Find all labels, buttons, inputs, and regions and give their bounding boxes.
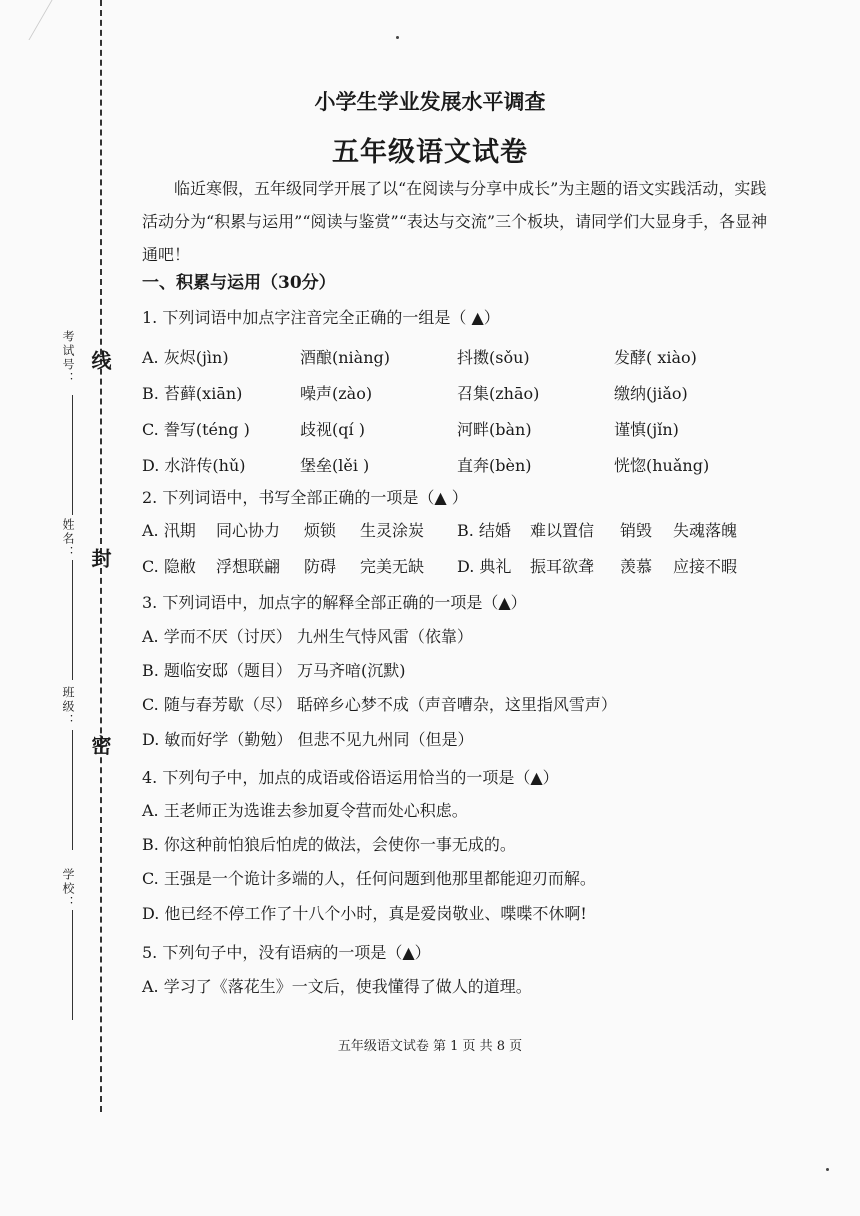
- q1-option-cell: A. 灰烬(jìn): [142, 348, 229, 367]
- q4-option: D. 他已经不停工作了十八个小时，真是爱岗敬业、喋喋不休啊!: [142, 904, 587, 923]
- q3-option: C. 随与春芳歇（尽） 聒碎乡心梦不成（声音嘈杂，这里指风雪声）: [142, 695, 617, 714]
- q2-word: 烦锁: [304, 521, 337, 540]
- q1-option-cell: 酒酿(niàng): [300, 348, 390, 367]
- q3-option: D. 敏而好学（勤勉） 但悲不见九州同（但是）: [142, 730, 474, 749]
- q1-option-cell: C. 誊写(téng ): [142, 420, 250, 439]
- q5-option: A. 学习了《落花生》一文后，使我懂得了做人的道理。: [142, 977, 532, 996]
- q2-word: A. 汛期: [142, 521, 196, 540]
- scan-corner-fold: [0, 0, 53, 40]
- scan-speck: [826, 1168, 829, 1171]
- q2-word: 振耳欲聋: [530, 557, 595, 576]
- q1-option-cell: 歧视(qí ): [300, 420, 365, 439]
- survey-title: 小学生学业发展水平调查: [314, 89, 546, 114]
- name-field: [72, 560, 73, 680]
- class-field: [72, 730, 73, 850]
- binding-mark-xian: 线: [88, 350, 112, 370]
- q2-word: C. 隐敝: [142, 557, 196, 576]
- question-5-stem: 5. 下列句子中，没有语病的一项是（▲）: [142, 943, 431, 962]
- q4-option: A. 王老师正为选谁去参加夏令营而处心积虑。: [142, 801, 468, 820]
- q2-word: 防碍: [304, 557, 337, 576]
- q1-option-cell: 抖擞(sǒu): [457, 348, 530, 367]
- q2-word: B. 结婚: [457, 521, 511, 540]
- q2-word: 完美无缺: [360, 557, 425, 576]
- intro-paragraph: 临近寒假，五年级同学开展了以“在阅读与分享中成长”为主题的语文实践活动，实践活动分为“积累与运用”“阅读与鉴赏”“表达与交流”三个板块，请同学们大显身手，各显神通吧！: [142, 179, 768, 264]
- q2-word: D. 典礼: [457, 557, 512, 576]
- binding-mark-mi: 密: [88, 735, 112, 755]
- q1-option-cell: 谨慎(jǐn): [614, 420, 679, 439]
- question-2-stem: 2. 下列词语中，书写全部正确的一项是（▲ ）: [142, 488, 468, 507]
- binding-mark-feng: 封: [88, 548, 112, 568]
- q2-word: 生灵涂炭: [360, 521, 425, 540]
- school-label: 学校：: [61, 868, 75, 910]
- q3-option: A. 学而不厌（讨厌） 九州生气恃风雷（依靠）: [142, 627, 473, 646]
- q2-word: 失魂落魄: [673, 521, 738, 540]
- q1-option-cell: 直奔(bèn): [457, 456, 532, 475]
- page-footer: 五年级语文试卷 第 1 页 共 8 页: [337, 1039, 523, 1054]
- q2-word: 羡慕: [620, 557, 653, 576]
- q1-option-cell: 恍惚(huǎng): [614, 456, 710, 475]
- q1-option-cell: 发酵( xiào): [614, 348, 697, 367]
- q2-word: 难以置信: [530, 521, 595, 540]
- q2-word: 应接不暇: [673, 557, 738, 576]
- q2-word: 浮想联翩: [216, 557, 281, 576]
- q4-option: B. 你这种前怕狼后怕虎的做法，会使你一事无成的。: [142, 835, 516, 854]
- q1-option-cell: 河畔(bàn): [457, 420, 532, 439]
- name-label: 姓名：: [61, 518, 75, 560]
- exam-number-field: [72, 395, 73, 515]
- exam-number-label: 考试号：: [61, 330, 75, 386]
- q2-word: 同心协力: [216, 521, 281, 540]
- q1-option-cell: 堡垒(lěi ): [300, 456, 370, 475]
- school-field: [72, 910, 73, 1020]
- question-3-stem: 3. 下列词语中，加点字的解释全部正确的一项是（▲）: [142, 593, 527, 612]
- q3-option: B. 题临安邸（题目） 万马齐喑(沉默): [142, 661, 406, 680]
- q1-option-cell: 噪声(zào): [300, 384, 373, 403]
- q4-option: C. 王强是一个诡计多端的人，任何问题到他那里都能迎刃而解。: [142, 869, 596, 888]
- question-4-stem: 4. 下列句子中，加点的成语或俗语运用恰当的一项是（▲）: [142, 768, 559, 787]
- q1-option-cell: B. 苔藓(xiān): [142, 384, 243, 403]
- exam-title: 五年级语文试卷: [332, 137, 528, 168]
- section-heading: 一、积累与运用（30分）: [142, 273, 336, 293]
- q1-option-cell: 召集(zhāo): [457, 384, 540, 403]
- q2-word: 销毁: [620, 521, 653, 540]
- question-1-stem: 1. 下列词语中加点字注音完全正确的一组是（ ▲）: [142, 308, 500, 327]
- class-label: 班级：: [61, 686, 75, 728]
- scan-speck: [396, 36, 399, 39]
- q1-option-cell: 缴纳(jiǎo): [614, 384, 688, 403]
- q1-option-cell: D. 水浒传(hǔ): [142, 456, 246, 475]
